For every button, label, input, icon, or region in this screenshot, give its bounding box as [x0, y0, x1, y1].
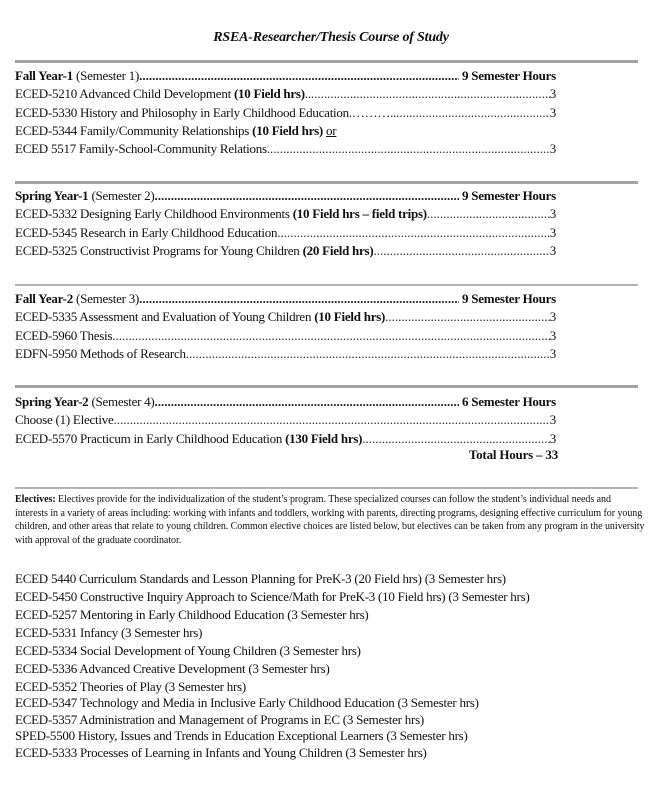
field-hours-note: (10 Field hrs)	[314, 309, 386, 325]
dot-leader	[112, 327, 550, 345]
section-divider	[15, 487, 638, 489]
dot-leader	[186, 345, 550, 363]
course-row: ECED-5345 Research in Early Childhood Education ..... 3	[15, 224, 556, 242]
course-row: ECED-5332 Designing Early Childhood Environments (10 Field hrs – field trips) ..... 3	[15, 205, 556, 223]
course-hours: 3	[549, 141, 556, 157]
course-row: ECED-5325 Constructivist Programs for Young Children (20 Field hrs) ..... 3	[15, 242, 556, 260]
course-row: ECED-5210 Advanced Child Development (10 Field hrs).. ..... 3	[15, 85, 556, 103]
dot-leader	[267, 140, 550, 158]
course-row: ECED-5330 History and Philosophy in Early Childhood Education.……….. ..... 3	[15, 104, 556, 122]
field-hours-note: (10 Field hrs)	[252, 122, 324, 138]
section-divider	[15, 284, 638, 286]
semester-section-2	[15, 187, 556, 260]
dot-leader	[155, 187, 460, 205]
semester-heading: Spring Year-1 (Semester 2) ..... 9 Semester Hours	[15, 187, 556, 205]
course-hours: 3	[549, 309, 556, 325]
semester-name: Fall Year-1	[15, 68, 74, 83]
dot-leader	[139, 290, 459, 308]
course-hours: 3	[549, 412, 556, 428]
section-divider	[15, 60, 638, 63]
dot-leader	[311, 85, 550, 103]
course-hours: 3	[549, 224, 556, 240]
dot-leader	[427, 205, 550, 223]
section-divider	[15, 385, 638, 388]
semester-heading: Fall Year-1 (Semester 1) ..... 9 Semester Hours	[15, 67, 556, 85]
semester-hours: 6 Semester Hours	[462, 394, 556, 409]
electives-description: Electives: Electives provide for the individualization of the student’s program. These specialized courses can follow the student’s individual needs and interests in a variety of areas including: working with infants and toddlers, working with parents, directing programs, designing effective curriculum for young children, and other areas that relate to young children. Common elective choices are listed below, but electives can be taken from any program in the university with approval of the graduate coordinator.	[15, 494, 645, 546]
semester-section-3	[15, 290, 556, 363]
semester-name: Fall Year-2	[15, 291, 74, 306]
list-item: ECED-5347 Technology and Media in Inclusive Early Childhood Education (3 Semester hrs)	[15, 695, 479, 711]
dot-leader	[362, 430, 550, 448]
list-item: ECED-5331 Infancy (3 Semester hrs)	[15, 625, 203, 641]
field-hours-note: (130 Field hrs)	[285, 430, 363, 446]
course-row: ECED 5517 Family-School-Community Relations ..... 3	[15, 140, 556, 158]
course-row: ECED-5960 Thesis ..... 3	[15, 327, 556, 345]
list-item: ECED-5336 Advanced Creative Development (3 Semester hrs)	[15, 661, 330, 677]
electives-list	[15, 570, 645, 761]
field-hours-note: (20 Field hrs)	[302, 242, 374, 258]
dot-leader	[277, 224, 549, 242]
dot-leader	[396, 104, 550, 122]
section-divider	[15, 181, 638, 184]
field-hours-note: (10 Field hrs)	[233, 86, 305, 102]
semester-section-4	[15, 393, 556, 448]
course-hours: 3	[549, 327, 556, 343]
list-item: ECED-5450 Constructive Inquiry Approach to Science/Math for PreK-3 (10 Field hrs) (3 Semester hrs)	[15, 589, 530, 605]
field-hours-note: (10 Field hrs – field trips)	[292, 206, 427, 222]
dot-leader	[155, 393, 460, 411]
list-item: ECED 5440 Curriculum Standards and Lesson Planning for PreK-3 (20 Field hrs) (3 Semester hrs)	[15, 571, 506, 586]
course-row: ECED-5570 Practicum in Early Childhood Education (130 Field hrs) ..... 3	[15, 430, 556, 448]
course-hours: 3	[549, 206, 556, 222]
total-hours: Total Hours – 33	[468, 447, 558, 462]
list-item: ECED-5334 Social Development of Young Children (3 Semester hrs)	[15, 643, 361, 659]
course-hours: 3	[549, 345, 556, 361]
course-row: ECED-5335 Assessment and Evaluation of Young Children (10 Field hrs) ..... 3	[15, 308, 556, 326]
dot-leader	[114, 411, 550, 429]
dot-leader	[373, 242, 549, 260]
or-connector: or	[326, 122, 337, 138]
semester-hours: 9 Semester Hours	[462, 291, 556, 306]
course-row: Choose (1) Elective ..... 3	[15, 411, 556, 429]
semester-hours: 9 Semester Hours	[462, 68, 556, 83]
list-item: ECED-5352 Theories of Play (3 Semester hrs)	[15, 678, 246, 694]
course-hours: 3	[549, 86, 556, 102]
list-item: ECED-5333 Processes of Learning in Infants and Young Children (3 Semester hrs)	[15, 744, 427, 760]
dot-leader	[385, 308, 550, 326]
dot-leader	[139, 67, 459, 85]
semester-hours: 9 Semester Hours	[462, 188, 556, 203]
semester-name: Spring Year-2	[15, 394, 89, 409]
course-hours: 3	[549, 104, 556, 120]
course-row: EDFN-5950 Methods of Research ..... 3	[15, 345, 556, 363]
course-hours: 3	[549, 430, 556, 446]
semester-heading: Fall Year-2 (Semester 3) ..... 9 Semester Hours	[15, 290, 556, 308]
semester-heading: Spring Year-2 (Semester 4) ..... 6 Semester Hours	[15, 393, 556, 411]
course-row: ECED-5344 Family/Community Relationships (10 Field hrs) or	[15, 122, 337, 138]
list-item: ECED-5257 Mentoring in Early Childhood Education (3 Semester hrs)	[15, 607, 369, 623]
course-hours: 3	[549, 242, 556, 258]
semester-section-1	[15, 67, 556, 158]
list-item: SPED-5500 History, Issues and Trends in Education Exceptional Learners (3 Semester hrs)	[15, 728, 468, 744]
list-item: ECED-5357 Administration and Management of Programs in EC (3 Semester hrs)	[15, 711, 424, 727]
semester-name: Spring Year-1	[15, 188, 89, 203]
document-title: RSEA-Researcher/Thesis Course of Study	[213, 30, 449, 45]
electives-label: Electives:	[15, 494, 56, 505]
